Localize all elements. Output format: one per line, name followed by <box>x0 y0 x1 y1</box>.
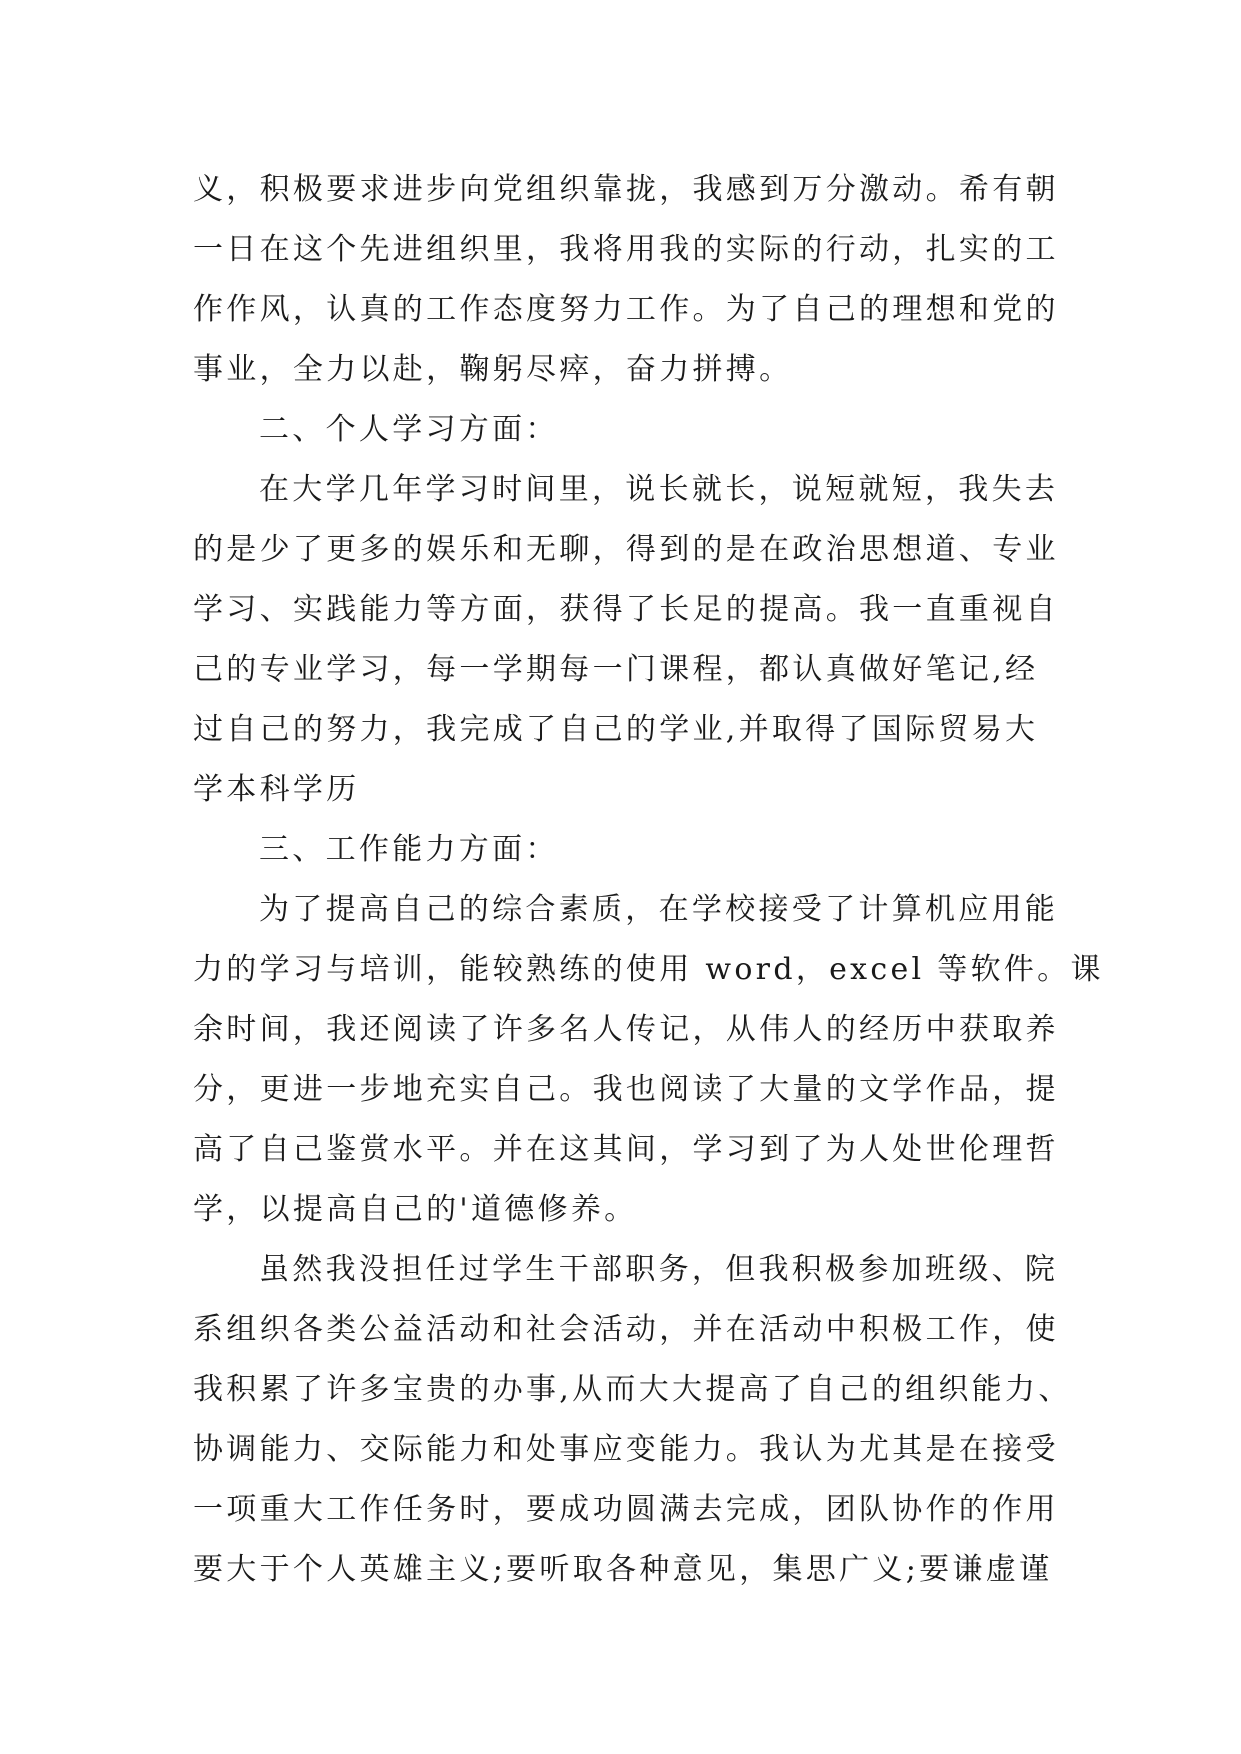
text-line: 系组织各类公益活动和社会活动，并在活动中积极工作，使 <box>193 1312 1059 1347</box>
paragraph-activities <box>193 1240 1072 1600</box>
paragraph-work-skills <box>193 880 1104 1240</box>
text-line: 的是少了更多的娱乐和无聊，得到的是在政治思想道、专业 <box>193 532 1059 567</box>
text-line: 己的专业学习，每一学期每一门课程，都认真做好笔记,经 <box>193 652 1039 687</box>
text-line: 一日在这个先进组织里，我将用我的实际的行动，扎实的工 <box>193 232 1059 267</box>
document-body <box>193 160 1104 1600</box>
text-line: 我积累了许多宝贵的办事,从而大大提高了自己的组织能力、 <box>193 1372 1072 1407</box>
text-line: 要大于个人英雄主义;要听取各种意见，集思广义;要谦虚谨 <box>193 1552 1053 1587</box>
text-line: 事业，全力以赴，鞠躬尽瘁，奋力拼搏。 <box>193 352 793 387</box>
text-line: 学，以提高自己的'道德修养。 <box>193 1192 638 1227</box>
text-line: 余时间，我还阅读了许多名人传记，从伟人的经历中获取养 <box>193 1012 1059 1047</box>
paragraph-study <box>193 460 1059 820</box>
section-heading-work <box>193 820 1048 880</box>
text-line: 作作风，认真的工作态度努力工作。为了自己的理想和党的 <box>193 292 1059 327</box>
text-line: 协调能力、交际能力和处事应变能力。我认为尤其是在接受 <box>193 1432 1059 1467</box>
text-line: 过自己的努力，我完成了自己的学业,并取得了国际贸易大 <box>193 712 1039 747</box>
heading-text: 三、工作能力方面： <box>259 832 559 867</box>
text-line: 义，积极要求进步向党组织靠拢，我感到万分激动。希有朝 <box>193 172 1059 207</box>
text-line: 学本科学历 <box>193 772 360 807</box>
text-line: 虽然我没担任过学生干部职务，但我积极参加班级、院 <box>259 1252 1059 1287</box>
text-line: 分，更进一步地充实自己。我也阅读了大量的文学作品，提 <box>193 1072 1059 1107</box>
text-line: 高了自己鉴赏水平。并在这其间，学习到了为人处世伦理哲 <box>193 1132 1059 1167</box>
text-line: 力的学习与培训，能较熟练的使用 word，excel 等软件。课 <box>193 952 1104 987</box>
text-line: 学习、实践能力等方面，获得了长足的提高。我一直重视自 <box>193 592 1059 627</box>
text-line: 为了提高自己的综合素质，在学校接受了计算机应用能 <box>259 892 1059 927</box>
heading-text: 二、个人学习方面： <box>259 412 559 447</box>
text-line: 一项重大工作任务时，要成功圆满去完成，团队协作的作用 <box>193 1492 1059 1527</box>
text-line: 在大学几年学习时间里，说长就长，说短就短，我失去 <box>259 472 1059 507</box>
section-heading-study <box>193 400 1048 460</box>
paragraph-continuation <box>193 160 1059 400</box>
